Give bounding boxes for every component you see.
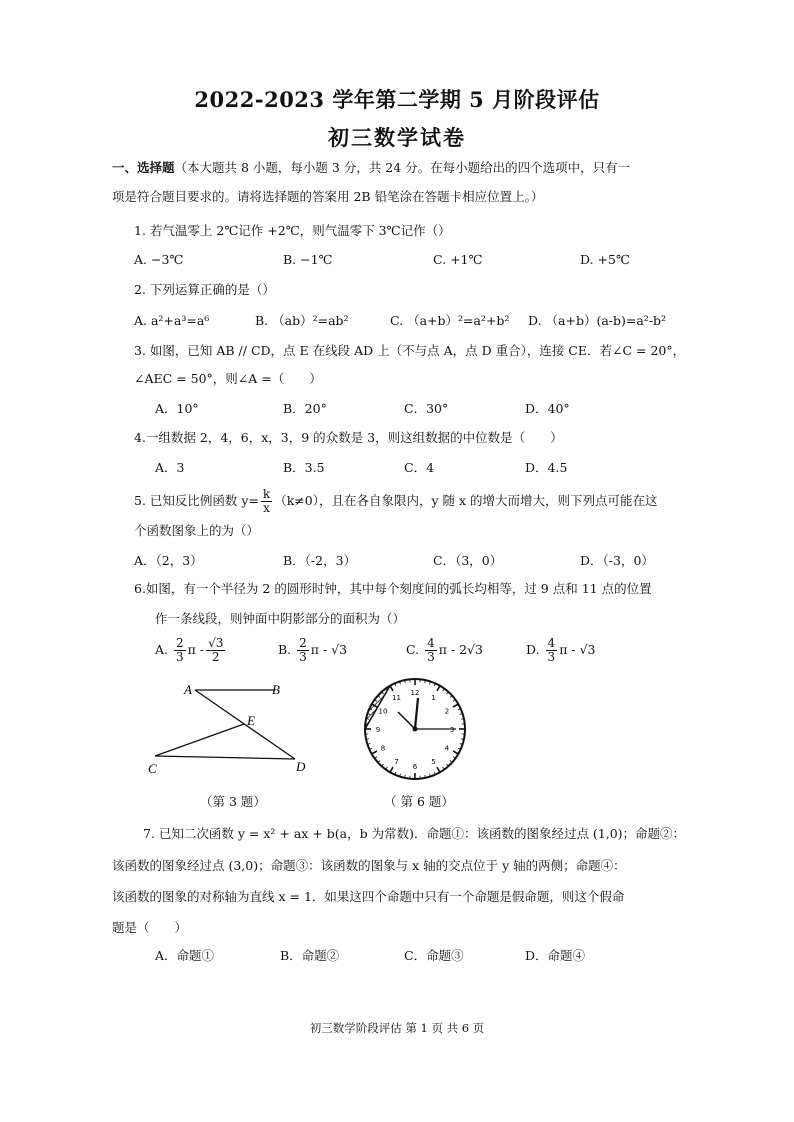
q5-option-a: A．（2，3） bbox=[134, 553, 203, 568]
q5-option-c: C．（3，0） bbox=[433, 553, 503, 568]
q4-option-d: D．4.5 bbox=[525, 460, 568, 475]
section-intro-line1 bbox=[112, 160, 630, 176]
section-intro-text1: （本大题共 8 小题，每小题 3 分，共 24 分。在每小题给出的四个选项中，只有一 bbox=[174, 160, 631, 175]
section-intro-line2: 项是符合题目要求的。请将选择题的答案用 2B 铅笔涂在答题卡相应位置上。） bbox=[112, 189, 544, 204]
q4-stem: 4.一组数据 2，4，6，x，3，9 的众数是 3，则这组数据的中位数是（ ） bbox=[134, 430, 563, 445]
hour-hand bbox=[398, 712, 415, 729]
q1-stem: 1. 若气温零上 2℃记作 +2℃，则气温零下 3℃记作（） bbox=[134, 223, 451, 238]
q6-d-n1: 4 bbox=[547, 636, 556, 650]
q7-stem-line4: 题是（ ） bbox=[112, 920, 188, 935]
clock-tick bbox=[390, 767, 393, 772]
clock-numeral: 9 bbox=[375, 726, 381, 734]
q7-option-d: D．命题④ bbox=[525, 948, 586, 963]
q1-option-b: B. −1℃ bbox=[283, 252, 333, 267]
section-heading: 一、选择题 bbox=[112, 160, 175, 175]
clock-numeral: 5 bbox=[431, 758, 436, 767]
clock-tick bbox=[372, 751, 377, 754]
figure-6-caption: （ 第 6 题） bbox=[384, 794, 454, 809]
q3-option-b: B．20° bbox=[283, 401, 327, 416]
q2-option-c: C. （a+b）²=a²+b² bbox=[390, 313, 510, 328]
q7-stem-line1: 7. 已知二次函数 y = x² + ax + b(a，b 为常数)．命题①：该函数的图象经过点 (1,0)；命题②： bbox=[143, 826, 686, 841]
q6-c-d1: 3 bbox=[427, 650, 435, 664]
q1-option-d: D. +5℃ bbox=[580, 252, 630, 267]
clock-tick bbox=[453, 704, 458, 707]
q7-stem-line2: 该函数的图象经过点 (3,0)；命题③：该函数的图象与 x 轴的交点位于 y 轴的两侧；命题④： bbox=[112, 858, 626, 873]
q2-option-d: D. （a+b）(a-b)=a²-b² bbox=[528, 313, 667, 328]
q6-a-n2: √3 bbox=[208, 636, 224, 650]
q6-b-frac bbox=[297, 637, 309, 664]
q3-option-c: C．30° bbox=[404, 401, 449, 416]
q6-stem-line1: 6.如图，有一个半径为 2 的圆形时钟，其中每个刻度间的弧长均相等，过 9 点和 11 点的位置 bbox=[134, 581, 652, 596]
label-a: A bbox=[184, 682, 192, 697]
q5-stem-part1: 5. 已知反比例函数 y= bbox=[134, 493, 259, 508]
q5-stem-line2: 个函数图象上的为（） bbox=[134, 523, 260, 538]
q6-d-label: D. bbox=[526, 642, 540, 657]
q5-option-b: B．（-2，3） bbox=[283, 553, 357, 568]
clock-center bbox=[413, 727, 418, 732]
q7-option-c: C．命题③ bbox=[404, 948, 464, 963]
label-c: C bbox=[148, 761, 157, 776]
q5-frac-den: x bbox=[263, 501, 270, 515]
q6-c-n1: 4 bbox=[427, 636, 435, 650]
q6-d-d1: 3 bbox=[547, 650, 556, 664]
q6-d-tail: π - √3 bbox=[559, 642, 596, 657]
q6-b-tail: π - √3 bbox=[310, 642, 348, 657]
figure-6-clock bbox=[360, 674, 470, 784]
q3-option-d: D．40° bbox=[525, 401, 570, 416]
clock-numeral: 4 bbox=[444, 744, 450, 753]
q2-stem: 2. 下列运算正确的是（） bbox=[134, 282, 275, 297]
clock-tick bbox=[437, 767, 440, 772]
q6-b-n1: 2 bbox=[299, 636, 307, 650]
minute-hand bbox=[415, 698, 418, 729]
label-d: D bbox=[296, 759, 306, 774]
q3-stem-line1: 3. 如图，已知 AB // CD，点 E 在线段 AD 上（不与点 A，点 D 重合），连接 CE．若∠C = 20°， bbox=[134, 343, 686, 358]
clock-numeral: 11 bbox=[392, 693, 401, 702]
clock-tick bbox=[390, 686, 393, 691]
q7-option-a: A．命题① bbox=[155, 948, 215, 963]
exam-title: 2022-2023 学年第二学期 5 月阶段评估 bbox=[194, 87, 600, 112]
q6-a-frac2 bbox=[206, 637, 225, 664]
clock-numeral: 7 bbox=[394, 758, 399, 767]
q3-option-a: A．10° bbox=[155, 401, 199, 416]
segment-ce bbox=[155, 724, 244, 756]
label-b: B bbox=[272, 682, 280, 697]
q5-stem-part2: （k≠0），且在各自象限内，y 随 x 的增大而增大，则下列点可能在这 bbox=[274, 493, 658, 508]
segment-ad bbox=[195, 690, 295, 759]
clock-numeral: 3 bbox=[449, 726, 455, 734]
q6-b-label: B. bbox=[278, 642, 292, 657]
q6-option-c bbox=[406, 635, 483, 665]
q5-option-d: D．（-3，0） bbox=[580, 553, 654, 568]
q6-a-mid: π - bbox=[187, 642, 205, 657]
q6-a-frac1 bbox=[174, 637, 186, 664]
q1-option-a: A. −3℃ bbox=[134, 252, 184, 267]
q6-a-label: A. bbox=[155, 642, 169, 657]
q6-a-n1: 2 bbox=[176, 636, 184, 650]
q4-option-a: A．3 bbox=[155, 460, 185, 475]
q3-stem-line2: ∠AEC = 50°，则∠A =（ ） bbox=[134, 371, 322, 386]
label-e: E bbox=[247, 713, 255, 728]
q6-c-tail: π - 2√3 bbox=[438, 642, 483, 657]
q2-option-b: B. （ab）²=ab² bbox=[255, 313, 349, 328]
q7-option-b: B．命题② bbox=[280, 948, 340, 963]
figure-3-caption: （第 3 题） bbox=[200, 794, 266, 809]
q6-option-a bbox=[155, 635, 227, 665]
q6-option-b bbox=[278, 635, 347, 665]
clock-tick bbox=[453, 751, 458, 754]
clock-numeral: 12 bbox=[410, 689, 420, 697]
page-footer: 初三数学阶段评估 第 1 页 共 6 页 bbox=[309, 1021, 485, 1035]
q5-frac-num: k bbox=[262, 487, 271, 501]
clock-numeral: 2 bbox=[444, 707, 450, 716]
figure-3-diagram bbox=[140, 678, 320, 778]
q4-option-c: C．4 bbox=[404, 460, 435, 475]
q1-option-c: C. +1℃ bbox=[433, 252, 483, 267]
q4-option-b: B．3.5 bbox=[283, 460, 325, 475]
q5-stem-line1 bbox=[134, 488, 658, 515]
q7-stem-line3: 该函数的图象的对称轴为直线 x = 1．如果这四个命题中只有一个命题是假命题，则这个假命 bbox=[112, 889, 625, 904]
q6-d-frac bbox=[546, 637, 558, 664]
q6-c-frac bbox=[425, 637, 437, 664]
q6-c-label: C. bbox=[406, 642, 420, 657]
segment-cd bbox=[155, 756, 295, 759]
q5-fraction bbox=[261, 488, 272, 515]
clock-numeral: 10 bbox=[378, 707, 388, 716]
q6-b-d1: 3 bbox=[299, 650, 307, 664]
clock-numeral: 6 bbox=[412, 763, 418, 771]
clock-numeral: 1 bbox=[431, 693, 436, 702]
q6-a-d2: 2 bbox=[211, 650, 220, 664]
q6-option-d bbox=[526, 635, 596, 665]
q6-stem-line2: 作一条线段，则钟面中阴影部分的面积为（） bbox=[155, 611, 406, 626]
clock-tick bbox=[437, 686, 440, 691]
q2-option-a: A. a²+a³=a⁶ bbox=[134, 313, 210, 328]
exam-subtitle: 初三数学试卷 bbox=[328, 125, 466, 150]
clock-numeral: 8 bbox=[380, 744, 386, 753]
q6-a-d1: 3 bbox=[176, 650, 184, 664]
